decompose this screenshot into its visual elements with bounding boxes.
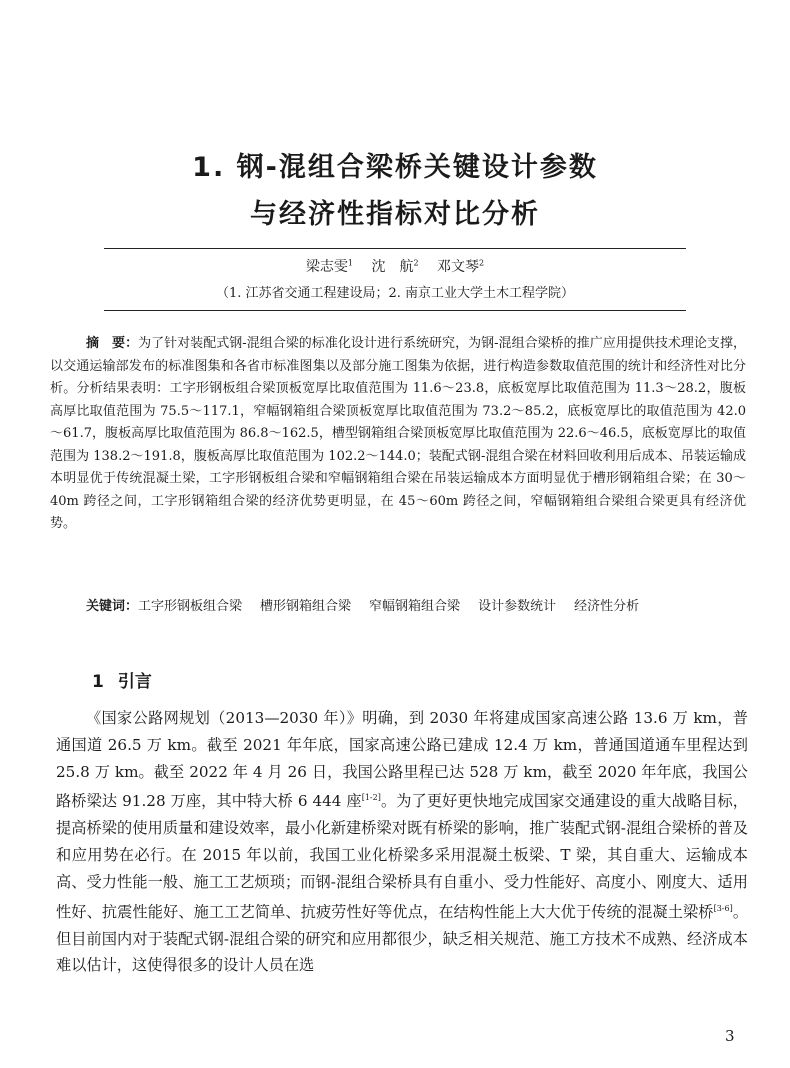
keywords-label: 关键词： [86, 599, 139, 614]
author-list [0, 259, 790, 274]
keywords [50, 596, 746, 619]
section-title: 引言 [117, 672, 152, 692]
keyword-1: 工字形钢板组合梁 [138, 599, 243, 614]
citation-1: [1-2] [361, 793, 381, 803]
citation-2: [3-6] [713, 903, 733, 913]
section-heading [92, 674, 152, 691]
page-number: 3 [725, 1027, 735, 1045]
paper-title-line-1: 1. 钢-混组合梁桥关键设计参数 [192, 152, 598, 183]
author-1: 梁志雯$^1$ [305, 258, 353, 275]
paper-title-line-2: 与经济性指标对比分析 [250, 199, 540, 230]
title-rule-bottom [104, 310, 686, 311]
abstract-label: 摘 要： [86, 336, 139, 351]
abstract [50, 333, 746, 536]
body-text-part-1: 《国家公路网规划（2013—2030 年）》明确，到 2030 年将建成国家高速公路 13.6 万 km，普通国道 26.5 万 km。截至 2021 年年底，国家高速公路已建成 12.4 万 km，普通国道通车里程达到 25.8 万 km。截至 2022 年 4 月 26 日，我国公路里程已达 528 万 km，截至 2020 年年底，我国公路桥梁达 91.28 万座，其中特大桥 6 444 座 [56, 709, 748, 811]
author-3: 邓文琴$^2$ [437, 258, 485, 275]
section-number: 1 [92, 672, 104, 692]
keyword-2: 槽形钢箱组合梁 [260, 599, 352, 614]
body-text-part-3: 。但目前国内对于装配式钢-混组合梁的研究和应用都很少，缺乏相关规范、施工方技术不成熟、经济成本难以估计，这使得很多的设计人员在选 [56, 902, 749, 975]
keyword-4: 设计参数统计 [478, 599, 557, 614]
author-2: 沈 航$^2$ [371, 258, 419, 275]
title-rule-top [104, 248, 686, 249]
body-text-part-2: 。为了更好更快地完成国家交通建设的重大战略目标，提高桥梁的使用质量和建设效率，最小化新建桥梁对既有桥梁的影响，推广装配式钢-混组合梁桥的普及和应用势在必行。在 2015 年以前，我国工业化桥梁多采用混凝土板梁、T 梁，其自重大、运输成本高、受力性能一般、施工工艺烦琐；而钢-混组合梁桥具有自重小、受力性能好、高度小、刚度大、适用性好、抗震性能好、施工工艺简单、抗疲劳性好等优点，在结构性能上大大优于传统的混凝土梁桥 [56, 792, 748, 921]
affiliations: （1. 江苏省交通工程建设局；2. 南京工业大学土木工程学院） [215, 286, 575, 301]
keyword-5: 经济性分析 [574, 599, 640, 614]
keyword-3: 窄幅钢箱组合梁 [369, 599, 461, 614]
body-paragraph [56, 705, 748, 979]
abstract-text: 为了针对装配式钢-混组合梁的标准化设计进行系统研究，为钢-混组合梁桥的推广应用提供技术理论支撑，以交通运输部发布的标准图集和各省市标准图集以及部分施工图集为依据，进行构造参数取值范围的统计和经济性对比分析。分析结果表明：工字形钢板组合梁顶板宽厚比取值范围为 11.6～23.8，底板宽厚比取值范围为 11.3～28.2，腹板高厚比取值范围为 75.5～117.1，窄幅钢箱组合梁顶板宽厚比取值范围为 73.2～85.2，底板宽厚比的取值范围为 42.0～61.7，腹板高厚比取值范围为 86.8～162.5，槽型钢箱组合梁顶板宽厚比取值范围为 22.6～46.5，底板宽厚比的取值范围为 138.2～191.8，腹板高厚比取值范围为 102.2～144.0；装配式钢-混组合梁在材料回收利用后成本、吊装运输成本明显优于传统混凝土梁，工字形钢板组合梁和窄幅钢箱组合梁在吊装运输成本方面明显优于槽形钢箱组合梁；在 30～40m 跨径之间，工字形钢箱组合梁的经济优势更明显，在 45～60m 跨径之间，窄幅钢箱组合梁组合梁更具有经济优势。 [50, 336, 746, 531]
